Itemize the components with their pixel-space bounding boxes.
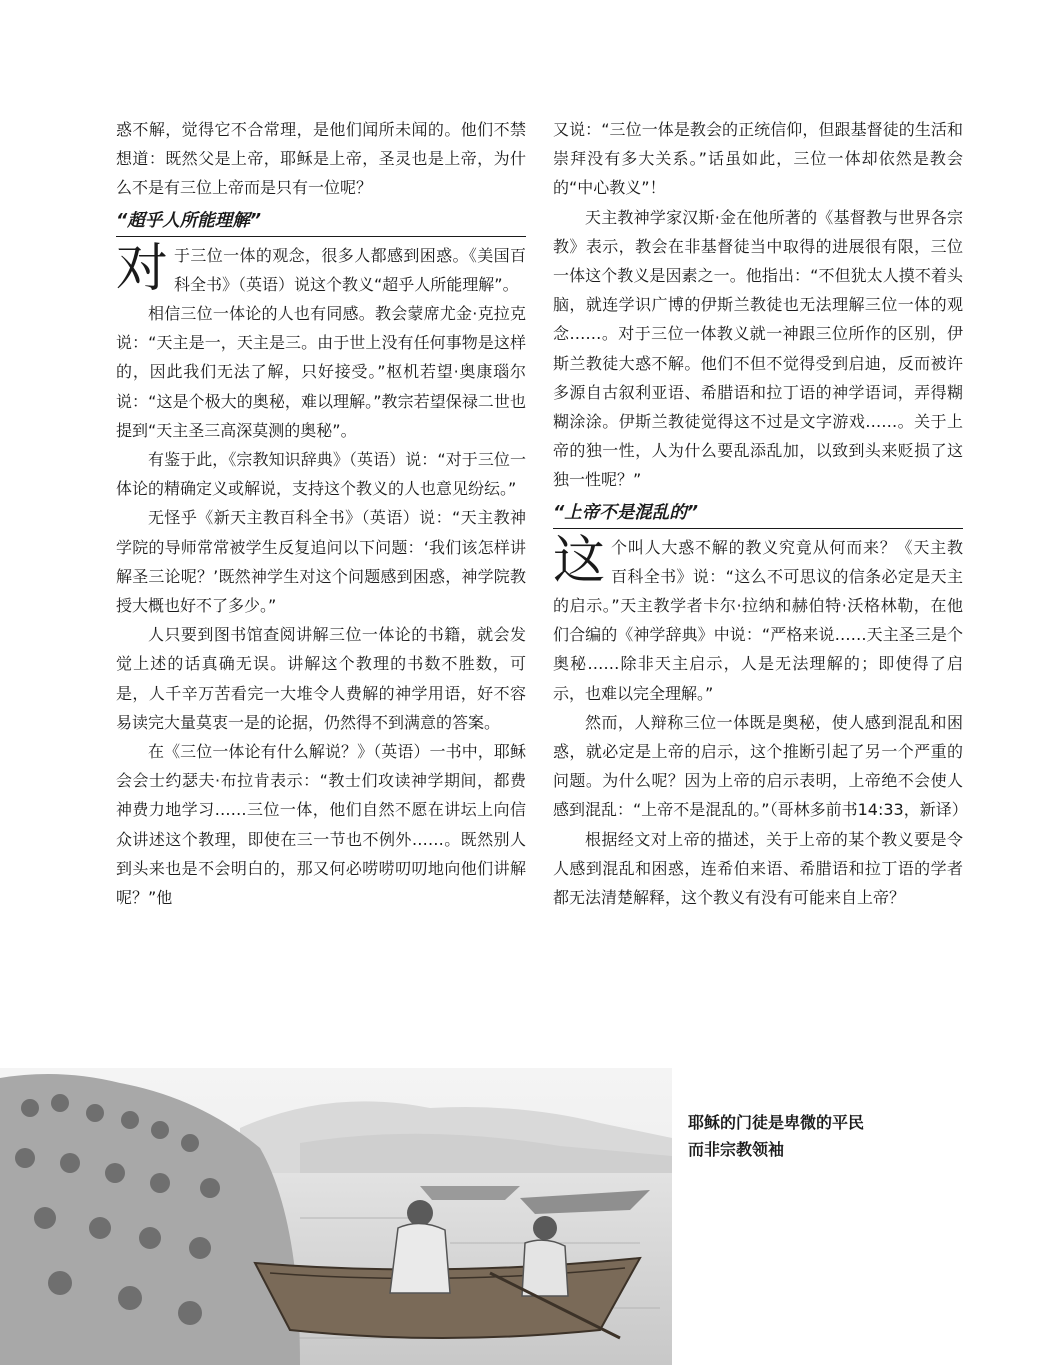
paragraph-text: 于三位一体的观念，很多人都感到困惑。《美国百科全书》（英语）说这个教义“超乎人所能理解”。 xyxy=(174,245,526,294)
drop-cap: 这 xyxy=(553,530,606,591)
section-heading: “超乎人所能理解” xyxy=(116,207,526,237)
caption-line: 耶稣的门徒是卑微的平民 xyxy=(688,1115,865,1132)
right-column xyxy=(553,115,968,912)
paragraph: 有鉴于此，《宗教知识辞典》（英语）说：“对于三位一体论的精确定义或解说，支持这个教义的人也意见纷纭。” xyxy=(116,450,526,499)
illustration-jesus-boat-crowd xyxy=(0,1068,672,1365)
paragraph: 在《三位一体论有什么解说？》（英语）一书中，耶稣会会士约瑟夫·布拉肯表示：“教士们攻读神学期间，都费神费力地学习……三位一体，他们自然不愿在讲坛上向信众讲述这个教理，即使在三一节也不例外……。既然别人到头来也是不会明白的，那又何必唠唠叨叨地向他们讲解呢？”他 xyxy=(116,742,526,908)
paragraph: 然而，人辩称三位一体既是奥秘，使人感到混乱和困惑，就必定是上帝的启示，这个推断引起了另一个严重的问题。为什么呢？因为上帝的启示表明，上帝绝不会使人感到混乱：“上帝不是混乱的。”（哥林多前书14:33，新译） xyxy=(553,712,968,820)
paragraph: 又说：“三位一体是教会的正统信仰，但跟基督徒的生活和崇拜没有多大关系。”话虽如此，三位一体却依然是教会的“中心教义”！ xyxy=(553,120,963,198)
paragraph-with-dropcap xyxy=(553,530,963,708)
paragraph: 天主教神学家汉斯·金在他所著的《基督教与世界各宗教》表示，教会在非基督徒当中取得的进展很有限，三位一体这个教义是因素之一。他指出：“不但犹太人摸不着头脑，就连学识广博的伊斯兰教徒也无法理解三位一体的观念……。对于三位一体教义就一神跟三位所作的区别，伊斯兰教徒大惑不解。他们不但不觉得受到启迪，反而被许多源自古叙利亚语、希腊语和拉丁语的神学语词，弄得糊糊涂涂。伊斯兰教徒觉得这不过是文字游戏……。关于上帝的独一性，人为什么要乱添乱加，以致到头来贬损了这独一性呢？” xyxy=(553,207,963,490)
caption-line: 而非宗教领袖 xyxy=(688,1142,785,1159)
paragraph-text: 个叫人大惑不解的教义究竟从何而来？《天主教百科全书》说：“这么不可思议的信条必定是天主的启示。”天主教学者卡尔·拉纳和赫伯特·沃格林勒，在他们合编的《神学辞典》中说：“严格来说……天主圣三是个奥秘……除非天主启示，人是无法理解的；即使得了启示，也难以完全理解。” xyxy=(553,537,963,703)
section-heading: “上帝不是混乱的” xyxy=(553,499,963,529)
drop-cap: 对 xyxy=(116,238,169,299)
illustration-drawing xyxy=(0,1068,672,1365)
paragraph: 人只要到图书馆查阅讲解三位一体论的书籍，就会发觉上述的话真确无误。讲解这个教理的书数不胜数，可是，人千辛万苦看完一大堆令人费解的神学用语，好不容易读完大量莫衷一是的论据，仍然得不到满意的答案。 xyxy=(116,625,526,732)
paragraph: 相信三位一体论的人也有同感。教会蒙席尤金·克拉克说：“天主是一，天主是三。由于世上没有任何事物是这样的，因此我们无法了解，只好接受。”枢机若望·奥康瑙尔说：“这是个极大的奥秘，难以理解。”教宗若望保禄二世也提到“天主圣三高深莫测的奥秘”。 xyxy=(116,304,526,440)
paragraph: 无怪乎《新天主教百科全书》（英语）说：“天主教神学院的导师常常被学生反复追问以下问题：‘我们该怎样讲解圣三论呢？’既然神学生对这个问题感到困惑，神学院教授大概也好不了多少。” xyxy=(116,508,526,616)
paragraph-with-dropcap xyxy=(116,238,526,299)
paragraph: 惑不解，觉得它不合常理，是他们闻所未闻的。他们不禁想道：既然父是上帝，耶稣是上帝，圣灵也是上帝，为什么不是有三位上帝而是只有一位呢？ xyxy=(116,120,526,198)
paragraph: 根据经文对上帝的描述，关于上帝的某个教义要是令人感到混乱和困惑，连希伯来语、希腊语和拉丁语的学者都无法清楚解释，这个教义有没有可能来自上帝？ xyxy=(553,829,963,908)
left-column xyxy=(116,115,526,912)
illustration-caption xyxy=(688,1110,948,1164)
